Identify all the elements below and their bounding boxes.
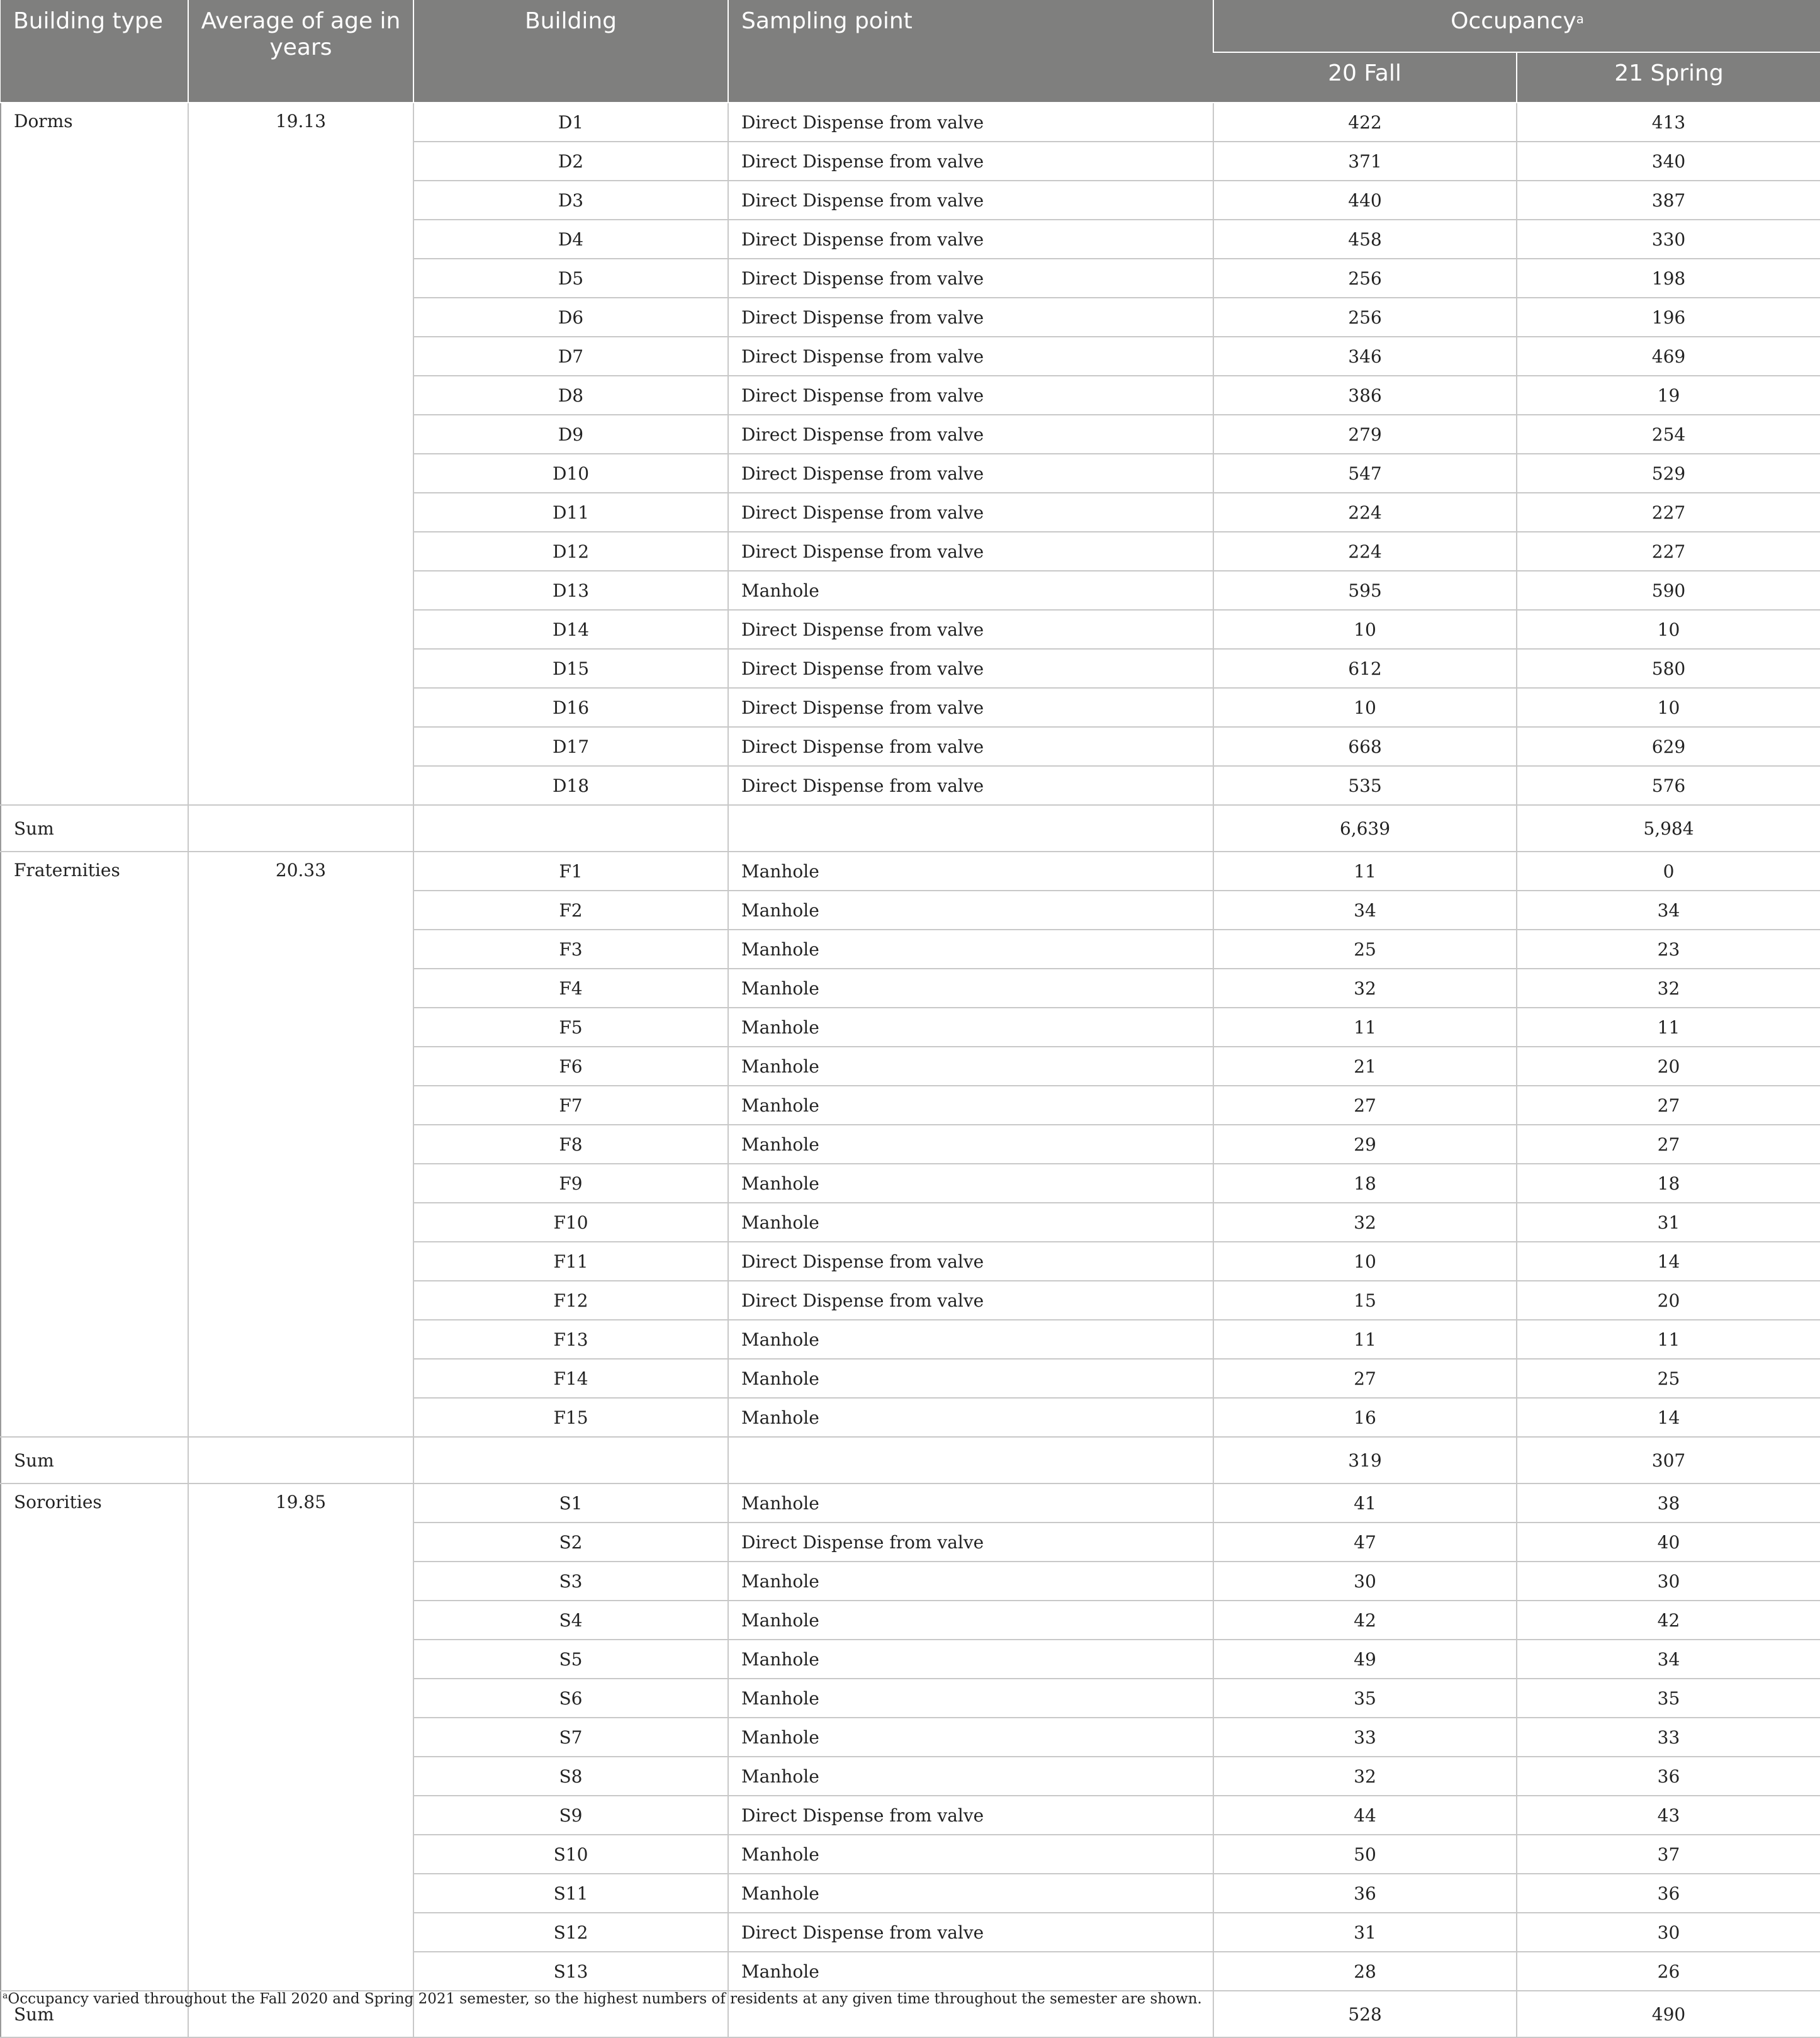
building-cell: S3 — [413, 1562, 728, 1601]
sampling-point-cell: Direct Dispense from valve — [728, 376, 1213, 415]
fall-occupancy-cell: 224 — [1213, 532, 1517, 571]
header-sampling-point: Sampling point — [728, 0, 1213, 103]
header-spring: 21 Spring — [1517, 52, 1820, 103]
sampling-point-cell: Manhole — [728, 1203, 1213, 1242]
spring-occupancy-cell: 227 — [1517, 532, 1820, 571]
average-age-cell: 20.33 — [188, 852, 413, 1437]
building-cell: F3 — [413, 930, 728, 969]
sum-spring-cell: 5,984 — [1517, 805, 1820, 852]
fall-occupancy-cell: 11 — [1213, 1008, 1517, 1047]
spring-occupancy-cell: 31 — [1517, 1203, 1820, 1242]
sampling-point-cell: Direct Dispense from valve — [728, 727, 1213, 766]
fall-occupancy-cell: 25 — [1213, 930, 1517, 969]
building-cell: S6 — [413, 1679, 728, 1718]
fall-occupancy-cell: 10 — [1213, 610, 1517, 649]
building-cell: F12 — [413, 1281, 728, 1320]
spring-occupancy-cell: 14 — [1517, 1242, 1820, 1281]
fall-occupancy-cell: 279 — [1213, 415, 1517, 454]
building-cell: S12 — [413, 1913, 728, 1952]
spring-occupancy-cell: 33 — [1517, 1718, 1820, 1757]
building-cell: F6 — [413, 1047, 728, 1086]
fall-occupancy-cell: 32 — [1213, 1757, 1517, 1796]
spring-occupancy-cell: 36 — [1517, 1757, 1820, 1796]
table-row — [1, 852, 1820, 891]
sampling-point-cell: Manhole — [728, 1874, 1213, 1913]
sampling-point-cell: Manhole — [728, 1601, 1213, 1640]
average-age-cell: 19.13 — [188, 103, 413, 805]
fall-occupancy-cell: 256 — [1213, 298, 1517, 337]
building-cell: S5 — [413, 1640, 728, 1679]
spring-occupancy-cell: 18 — [1517, 1164, 1820, 1203]
spring-occupancy-cell: 26 — [1517, 1952, 1820, 1991]
spring-occupancy-cell: 0 — [1517, 852, 1820, 891]
sum-empty-cell — [413, 805, 728, 852]
spring-occupancy-cell: 40 — [1517, 1523, 1820, 1562]
fall-occupancy-cell: 27 — [1213, 1086, 1517, 1125]
sampling-point-cell: Manhole — [728, 891, 1213, 930]
spring-occupancy-cell: 11 — [1517, 1008, 1820, 1047]
building-cell: S7 — [413, 1718, 728, 1757]
building-cell: S13 — [413, 1952, 728, 1991]
sum-spring-cell: 307 — [1517, 1437, 1820, 1483]
spring-occupancy-cell: 37 — [1517, 1835, 1820, 1874]
sampling-point-cell: Direct Dispense from valve — [728, 1913, 1213, 1952]
fall-occupancy-cell: 28 — [1213, 1952, 1517, 1991]
fall-occupancy-cell: 256 — [1213, 259, 1517, 298]
sampling-point-cell: Manhole — [728, 1086, 1213, 1125]
building-cell: D8 — [413, 376, 728, 415]
spring-occupancy-cell: 254 — [1517, 415, 1820, 454]
building-cell: D15 — [413, 649, 728, 688]
spring-occupancy-cell: 23 — [1517, 930, 1820, 969]
sampling-point-cell: Manhole — [728, 852, 1213, 891]
sum-empty-cell — [728, 1437, 1213, 1483]
fall-occupancy-cell: 11 — [1213, 852, 1517, 891]
building-cell: D1 — [413, 103, 728, 142]
fall-occupancy-cell: 668 — [1213, 727, 1517, 766]
sampling-point-cell: Direct Dispense from valve — [728, 649, 1213, 688]
sampling-point-cell: Manhole — [728, 1718, 1213, 1757]
building-cell: D12 — [413, 532, 728, 571]
sum-fall-cell: 528 — [1213, 1991, 1517, 2037]
fall-occupancy-cell: 21 — [1213, 1047, 1517, 1086]
occupancy-footnote-marker: a — [1576, 11, 1584, 26]
fall-occupancy-cell: 27 — [1213, 1359, 1517, 1398]
sampling-point-cell: Manhole — [728, 1952, 1213, 1991]
fall-occupancy-cell: 32 — [1213, 1203, 1517, 1242]
building-cell: F4 — [413, 969, 728, 1008]
header-occupancy — [1213, 0, 1820, 52]
sum-empty-cell — [728, 805, 1213, 852]
fall-occupancy-cell: 547 — [1213, 454, 1517, 493]
fall-occupancy-cell: 440 — [1213, 181, 1517, 220]
sampling-point-cell: Direct Dispense from valve — [728, 454, 1213, 493]
fall-occupancy-cell: 346 — [1213, 337, 1517, 376]
spring-occupancy-cell: 34 — [1517, 1640, 1820, 1679]
spring-occupancy-cell: 629 — [1517, 727, 1820, 766]
sampling-point-cell: Direct Dispense from valve — [728, 220, 1213, 259]
sampling-point-cell: Manhole — [728, 1359, 1213, 1398]
sum-fall-cell: 319 — [1213, 1437, 1517, 1483]
sampling-point-cell: Manhole — [728, 1164, 1213, 1203]
building-cell: F5 — [413, 1008, 728, 1047]
sampling-point-cell: Manhole — [728, 1008, 1213, 1047]
spring-occupancy-cell: 27 — [1517, 1086, 1820, 1125]
building-cell: D7 — [413, 337, 728, 376]
building-cell: D2 — [413, 142, 728, 181]
table-row — [1, 103, 1820, 142]
sampling-point-cell: Manhole — [728, 571, 1213, 610]
fall-occupancy-cell: 612 — [1213, 649, 1517, 688]
sampling-point-cell: Direct Dispense from valve — [728, 610, 1213, 649]
sampling-point-cell: Manhole — [728, 1483, 1213, 1523]
header-building: Building — [413, 0, 728, 103]
fall-occupancy-cell: 35 — [1213, 1679, 1517, 1718]
table-body — [1, 103, 1820, 2037]
fall-occupancy-cell: 31 — [1213, 1913, 1517, 1952]
sampling-point-cell: Manhole — [728, 930, 1213, 969]
building-cell: S8 — [413, 1757, 728, 1796]
fall-occupancy-cell: 11 — [1213, 1320, 1517, 1359]
spring-occupancy-cell: 25 — [1517, 1359, 1820, 1398]
spring-occupancy-cell: 14 — [1517, 1398, 1820, 1437]
building-type-cell: Sororities — [1, 1483, 188, 1991]
building-type-cell: Dorms — [1, 103, 188, 805]
fall-occupancy-cell: 30 — [1213, 1562, 1517, 1601]
fall-occupancy-cell: 34 — [1213, 891, 1517, 930]
sampling-point-cell: Manhole — [728, 969, 1213, 1008]
building-cell: F14 — [413, 1359, 728, 1398]
fall-occupancy-cell: 32 — [1213, 969, 1517, 1008]
sampling-point-cell: Direct Dispense from valve — [728, 337, 1213, 376]
building-cell: F2 — [413, 891, 728, 930]
spring-occupancy-cell: 387 — [1517, 181, 1820, 220]
sum-spring-cell: 490 — [1517, 1991, 1820, 2037]
sampling-point-cell: Manhole — [728, 1640, 1213, 1679]
building-cell: F1 — [413, 852, 728, 891]
spring-occupancy-cell: 11 — [1517, 1320, 1820, 1359]
sampling-point-cell: Direct Dispense from valve — [728, 181, 1213, 220]
sampling-point-cell: Direct Dispense from valve — [728, 532, 1213, 571]
building-cell: S4 — [413, 1601, 728, 1640]
header-fall: 20 Fall — [1213, 52, 1517, 103]
building-cell: S11 — [413, 1874, 728, 1913]
building-cell: D16 — [413, 688, 728, 727]
building-cell: F10 — [413, 1203, 728, 1242]
fall-occupancy-cell: 47 — [1213, 1523, 1517, 1562]
spring-occupancy-cell: 19 — [1517, 376, 1820, 415]
fall-occupancy-cell: 535 — [1213, 766, 1517, 805]
sampling-point-cell: Direct Dispense from valve — [728, 766, 1213, 805]
fall-occupancy-cell: 33 — [1213, 1718, 1517, 1757]
fall-occupancy-cell: 16 — [1213, 1398, 1517, 1437]
sampling-point-cell: Direct Dispense from valve — [728, 103, 1213, 142]
sampling-point-cell: Direct Dispense from valve — [728, 1242, 1213, 1281]
sampling-point-cell: Manhole — [728, 1835, 1213, 1874]
fall-occupancy-cell: 44 — [1213, 1796, 1517, 1835]
sampling-point-cell: Direct Dispense from valve — [728, 688, 1213, 727]
spring-occupancy-cell: 32 — [1517, 969, 1820, 1008]
spring-occupancy-cell: 198 — [1517, 259, 1820, 298]
spring-occupancy-cell: 30 — [1517, 1913, 1820, 1952]
building-cell: D9 — [413, 415, 728, 454]
building-cell: D4 — [413, 220, 728, 259]
building-cell: S1 — [413, 1483, 728, 1523]
average-age-cell: 19.85 — [188, 1483, 413, 1991]
table-header — [1, 0, 1820, 103]
fall-occupancy-cell: 42 — [1213, 1601, 1517, 1640]
sampling-point-cell: Direct Dispense from valve — [728, 259, 1213, 298]
building-cell: F11 — [413, 1242, 728, 1281]
sampling-point-cell: Direct Dispense from valve — [728, 142, 1213, 181]
fall-occupancy-cell: 18 — [1213, 1164, 1517, 1203]
sampling-point-cell: Direct Dispense from valve — [728, 1796, 1213, 1835]
spring-occupancy-cell: 196 — [1517, 298, 1820, 337]
building-cell: F8 — [413, 1125, 728, 1164]
sum-label-cell: Sum — [1, 1437, 188, 1483]
fall-occupancy-cell: 36 — [1213, 1874, 1517, 1913]
fall-occupancy-cell: 224 — [1213, 493, 1517, 532]
spring-occupancy-cell: 27 — [1517, 1125, 1820, 1164]
sampling-point-cell: Manhole — [728, 1125, 1213, 1164]
building-cell: F15 — [413, 1398, 728, 1437]
sampling-point-cell: Direct Dispense from valve — [728, 298, 1213, 337]
footnote-marker: a — [3, 1991, 8, 2001]
fall-occupancy-cell: 422 — [1213, 103, 1517, 142]
spring-occupancy-cell: 330 — [1517, 220, 1820, 259]
spring-occupancy-cell: 590 — [1517, 571, 1820, 610]
fall-occupancy-cell: 10 — [1213, 1242, 1517, 1281]
fall-occupancy-cell: 29 — [1213, 1125, 1517, 1164]
building-cell: S2 — [413, 1523, 728, 1562]
building-cell: D18 — [413, 766, 728, 805]
spring-occupancy-cell: 20 — [1517, 1047, 1820, 1086]
spring-occupancy-cell: 10 — [1517, 610, 1820, 649]
sampling-point-cell: Direct Dispense from valve — [728, 1523, 1213, 1562]
spring-occupancy-cell: 227 — [1517, 493, 1820, 532]
building-cell: D6 — [413, 298, 728, 337]
spring-occupancy-cell: 529 — [1517, 454, 1820, 493]
fall-occupancy-cell: 15 — [1213, 1281, 1517, 1320]
sum-empty-cell — [413, 1437, 728, 1483]
building-cell: S10 — [413, 1835, 728, 1874]
building-cell: D17 — [413, 727, 728, 766]
table-row — [1, 1483, 1820, 1523]
fall-occupancy-cell: 595 — [1213, 571, 1517, 610]
fall-occupancy-cell: 49 — [1213, 1640, 1517, 1679]
header-building-type: Building type — [1, 0, 188, 103]
sampling-point-cell: Manhole — [728, 1679, 1213, 1718]
sum-fall-cell: 6,639 — [1213, 805, 1517, 852]
sampling-point-cell: Manhole — [728, 1398, 1213, 1437]
spring-occupancy-cell: 42 — [1517, 1601, 1820, 1640]
footnote — [3, 1991, 1202, 2007]
sampling-point-cell: Direct Dispense from valve — [728, 493, 1213, 532]
sampling-point-cell: Direct Dispense from valve — [728, 415, 1213, 454]
spring-occupancy-cell: 35 — [1517, 1679, 1820, 1718]
sum-row — [1, 1437, 1820, 1483]
fall-occupancy-cell: 41 — [1213, 1483, 1517, 1523]
sampling-point-cell: Manhole — [728, 1562, 1213, 1601]
sampling-point-cell: Manhole — [728, 1320, 1213, 1359]
spring-occupancy-cell: 43 — [1517, 1796, 1820, 1835]
sampling-point-cell: Manhole — [728, 1757, 1213, 1796]
fall-occupancy-cell: 458 — [1213, 220, 1517, 259]
spring-occupancy-cell: 576 — [1517, 766, 1820, 805]
sum-empty-cell — [188, 1437, 413, 1483]
spring-occupancy-cell: 10 — [1517, 688, 1820, 727]
sampling-point-cell: Direct Dispense from valve — [728, 1281, 1213, 1320]
spring-occupancy-cell: 580 — [1517, 649, 1820, 688]
fall-occupancy-cell: 386 — [1213, 376, 1517, 415]
building-cell: F9 — [413, 1164, 728, 1203]
building-cell: S9 — [413, 1796, 728, 1835]
fall-occupancy-cell: 50 — [1213, 1835, 1517, 1874]
header-occupancy-label: Occupancy — [1451, 8, 1576, 34]
sum-label-cell: Sum — [1, 805, 188, 852]
footnote-text: Occupancy varied throughout the Fall 2020 and Spring 2021 semester, so the highest numbers of residents at any given time throughout the semester are shown. — [8, 1991, 1202, 2007]
sum-label-cell: Sum — [1, 1991, 188, 2037]
building-type-cell: Fraternities — [1, 852, 188, 1437]
sum-empty-cell — [188, 805, 413, 852]
spring-occupancy-cell: 413 — [1517, 103, 1820, 142]
spring-occupancy-cell: 30 — [1517, 1562, 1820, 1601]
header-average-age: Average of age in years — [188, 0, 413, 103]
spring-occupancy-cell: 34 — [1517, 891, 1820, 930]
building-cell: D11 — [413, 493, 728, 532]
building-cell: D14 — [413, 610, 728, 649]
building-cell: D13 — [413, 571, 728, 610]
building-cell: D5 — [413, 259, 728, 298]
sum-row — [1, 805, 1820, 852]
building-cell: D10 — [413, 454, 728, 493]
building-cell: F7 — [413, 1086, 728, 1125]
spring-occupancy-cell: 38 — [1517, 1483, 1820, 1523]
spring-occupancy-cell: 36 — [1517, 1874, 1820, 1913]
building-cell: F13 — [413, 1320, 728, 1359]
fall-occupancy-cell: 371 — [1213, 142, 1517, 181]
spring-occupancy-cell: 340 — [1517, 142, 1820, 181]
spring-occupancy-cell: 20 — [1517, 1281, 1820, 1320]
spring-occupancy-cell: 469 — [1517, 337, 1820, 376]
fall-occupancy-cell: 10 — [1213, 688, 1517, 727]
sampling-point-cell: Manhole — [728, 1047, 1213, 1086]
building-cell: D3 — [413, 181, 728, 220]
